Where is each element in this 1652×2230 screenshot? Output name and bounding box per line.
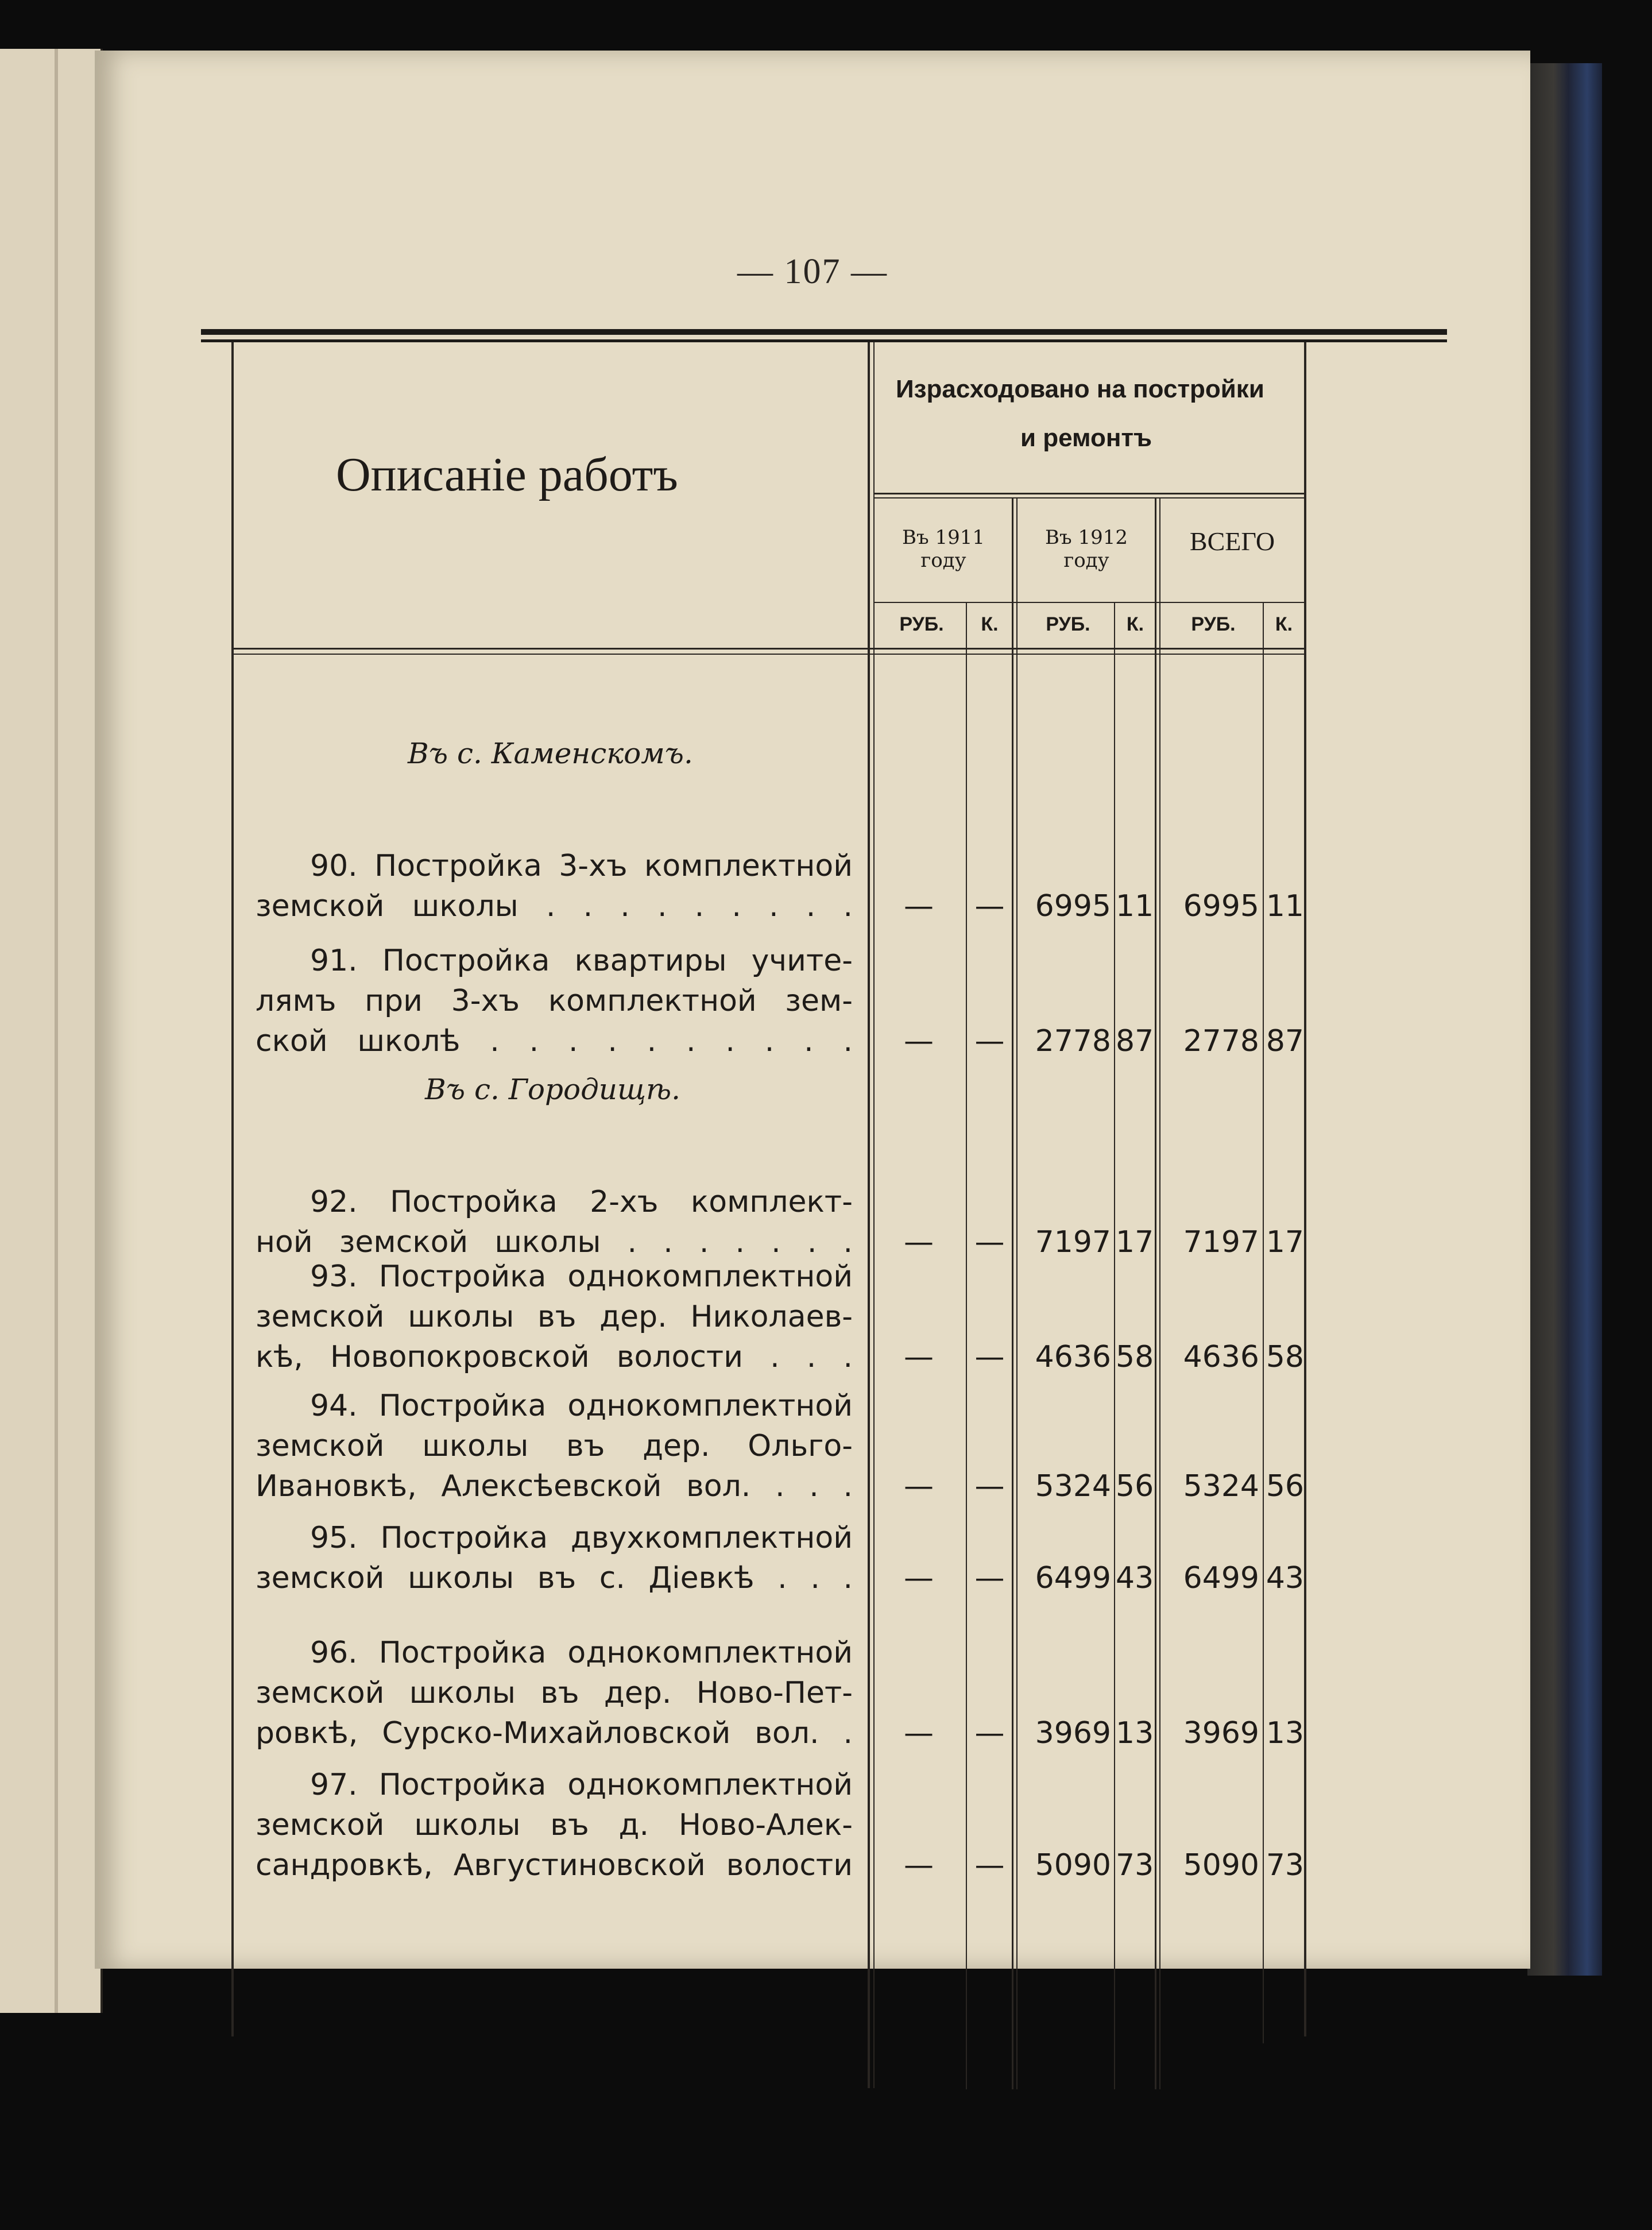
cell-k1911: — (974, 1024, 1005, 1058)
cell-rtot: 5324 (1183, 1469, 1259, 1504)
row-description-line: земской школы въ дер. Ново-Пет- (256, 1676, 853, 1710)
row-description-line: сандровкѣ, Августиновской волости (256, 1848, 853, 1883)
cell-k1911: — (974, 1561, 1005, 1595)
cell-r1912: 7197 (1035, 1225, 1111, 1259)
header-bottom-rule-thin (231, 654, 1305, 655)
cell-ktot: 73 (1266, 1848, 1304, 1883)
cell-k1911: — (974, 1469, 1005, 1504)
page-number: — 107 — (737, 252, 888, 291)
cell-r1911: — (904, 1225, 934, 1259)
table-top-rule-thin (201, 339, 1447, 342)
cell-ktot: 87 (1266, 1024, 1304, 1058)
row-description-line: 92. Постройка 2-хъ комплект- (310, 1185, 853, 1219)
cell-r1911: — (904, 1469, 934, 1504)
cell-r1911: — (904, 1848, 934, 1883)
row-description-line: кѣ, Новопокровской волости . . . (256, 1340, 853, 1374)
cell-k1911: — (974, 1848, 1005, 1883)
cell-k1911: — (974, 1340, 1005, 1374)
column-divider-kop-total (1263, 602, 1264, 2043)
row-description-line: 97. Постройка однокомплектной (310, 1768, 853, 1802)
cell-r1912: 6499 (1035, 1561, 1111, 1595)
cell-ktot: 17 (1266, 1225, 1304, 1259)
column-divider-1912-thin (1159, 498, 1160, 2089)
header-rub-1911: РУБ. (899, 613, 944, 635)
cell-r1912: 3969 (1035, 1716, 1111, 1750)
row-description-line: земской школы въ с. Діевкѣ . . . (256, 1561, 853, 1595)
header-rub-1912: РУБ. (1046, 613, 1090, 635)
cell-rtot: 6499 (1183, 1561, 1259, 1595)
cell-k1912: 17 (1116, 1225, 1154, 1259)
header-units-divider (873, 602, 1305, 603)
row-description-line: Ивановкѣ, Алексѣевской вол. . . . (256, 1469, 853, 1504)
cell-rtot: 4636 (1183, 1340, 1259, 1374)
row-description-line: ной земской школы . . . . . . . (256, 1225, 853, 1259)
row-description-line: ровкѣ, Сурско-Михайловской вол. . (256, 1716, 853, 1750)
header-kop-1911: К. (981, 613, 999, 635)
cell-rtot: 5090 (1183, 1848, 1259, 1883)
row-description-line: земской школы въ д. Ново-Алек- (256, 1808, 853, 1842)
cell-r1911: — (904, 1716, 934, 1750)
cell-r1912: 2778 (1035, 1024, 1111, 1058)
column-divider-1911-thin (1016, 498, 1017, 2089)
header-group-divider-thin (873, 497, 1305, 498)
row-description-line: земской школы . . . . . . . . . (256, 889, 853, 923)
cell-rtot: 2778 (1183, 1024, 1259, 1058)
cell-ktot: 56 (1266, 1469, 1304, 1504)
section-title: Въ с. Городищѣ. (425, 1073, 681, 1106)
cell-k1912: 11 (1116, 889, 1154, 923)
header-year-1911: Въ 1911 году (902, 526, 985, 572)
header-year-1912: Въ 1912 году (1045, 526, 1128, 572)
row-description-line: 90. Постройка 3-хъ комплектной (310, 849, 853, 883)
table-left-border (231, 342, 234, 2036)
cell-rtot: 7197 (1183, 1225, 1259, 1259)
book-cover-edge (1527, 63, 1602, 1976)
cell-ktot: 11 (1266, 889, 1304, 923)
row-description-line: ской школѣ . . . . . . . . . . (256, 1024, 853, 1058)
header-group-line2: и ремонтъ (1020, 424, 1152, 452)
cell-ktot: 13 (1266, 1716, 1304, 1750)
cell-rtot: 3969 (1183, 1716, 1259, 1750)
header-rub-total: РУБ. (1191, 613, 1236, 635)
header-total: ВСЕГО (1189, 527, 1275, 556)
cell-r1911: — (904, 889, 934, 923)
row-description-line: 94. Постройка однокомплектной (310, 1389, 853, 1423)
header-kop-total: К. (1275, 613, 1293, 635)
cell-r1911: — (904, 1024, 934, 1058)
section-title: Въ с. Каменскомъ. (408, 737, 693, 770)
table-right-border (1304, 342, 1306, 2036)
cell-r1912: 5090 (1035, 1848, 1111, 1883)
cell-r1911: — (904, 1340, 934, 1374)
cell-k1912: 73 (1116, 1848, 1154, 1883)
row-description-line: земской школы въ дер. Николаев- (256, 1300, 853, 1334)
column-divider-1911 (1012, 498, 1013, 2089)
cell-ktot: 43 (1266, 1561, 1304, 1595)
row-description-line: 95. Постройка двухкомплектной (310, 1521, 853, 1555)
row-description-line: земской школы въ дер. Ольго- (256, 1429, 853, 1463)
column-divider-kop-1911 (966, 602, 967, 2089)
cell-k1912: 43 (1116, 1561, 1154, 1595)
cell-k1912: 58 (1116, 1340, 1154, 1374)
column-divider-description-thin (873, 342, 875, 2088)
cell-ktot: 58 (1266, 1340, 1304, 1374)
row-description-line: 91. Постройка квартиры учите- (310, 944, 853, 978)
cell-k1912: 13 (1116, 1716, 1154, 1750)
cell-k1912: 56 (1116, 1469, 1154, 1504)
header-bottom-rule (231, 648, 1305, 650)
header-description: Описаніе работъ (336, 448, 678, 501)
cell-k1912: 87 (1116, 1024, 1154, 1058)
column-divider-kop-1912 (1114, 602, 1115, 2089)
header-group-line1: Израсходовано на постройки (896, 375, 1264, 403)
row-description-line: лямъ при 3-хъ комплектной зем- (256, 984, 853, 1018)
cell-k1911: — (974, 889, 1005, 923)
table-top-rule (201, 329, 1447, 335)
column-divider-description (868, 342, 870, 2088)
left-page-fold (55, 49, 58, 2013)
column-divider-1912 (1155, 498, 1156, 2089)
cell-k1911: — (974, 1716, 1005, 1750)
cell-rtot: 6995 (1183, 889, 1259, 923)
cell-r1912: 5324 (1035, 1469, 1111, 1504)
row-description-line: 96. Постройка однокомплектной (310, 1636, 853, 1670)
cell-r1911: — (904, 1561, 934, 1595)
header-group-divider (873, 493, 1305, 494)
header-kop-1912: К. (1126, 613, 1144, 635)
left-page-edge (0, 49, 103, 2013)
cell-k1911: — (974, 1225, 1005, 1259)
cell-r1912: 4636 (1035, 1340, 1111, 1374)
cell-r1912: 6995 (1035, 889, 1111, 923)
book-page (95, 51, 1530, 1969)
row-description-line: 93. Постройка однокомплектной (310, 1259, 853, 1294)
